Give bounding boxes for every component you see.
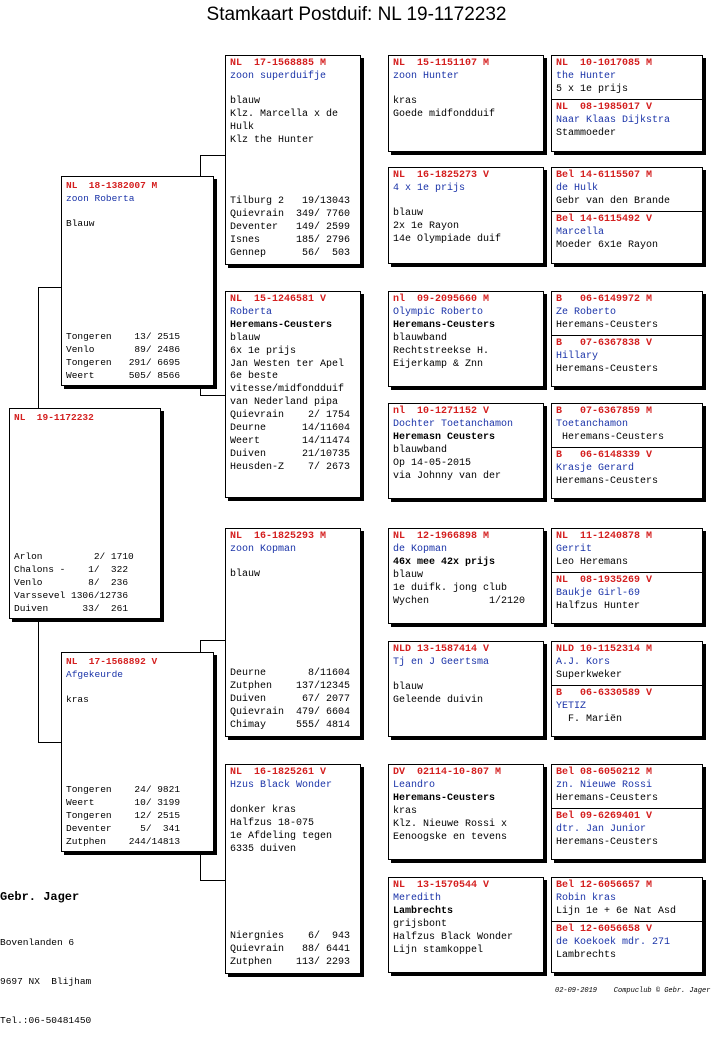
info-line: Halfzus Hunter [556, 600, 641, 612]
info-line: Klz. Marcella x de [230, 108, 339, 120]
connector-line [200, 155, 225, 156]
pigeon-name: zoon Hunter [393, 70, 460, 82]
pigeon-name: zoon superduifje [230, 70, 327, 82]
info-line: 1e duifk. jong club [393, 582, 508, 594]
ring-number: NL 15-1246581 V [230, 294, 327, 305]
grandmother-maternal-card [225, 764, 361, 974]
ring-number: NL 15-1151107 M [393, 58, 490, 69]
info-line: 6e beste [230, 371, 279, 383]
info-line: blauw [230, 332, 261, 344]
info-line: Heremans-Ceusters [556, 792, 659, 804]
info-line: Geleende duivin [393, 694, 484, 706]
result-line: Duiven 21/10735 [230, 448, 351, 460]
info-line: blauwband [393, 332, 448, 344]
info-line: kras [393, 805, 418, 817]
ring-number: NL 10-1017085 M [556, 58, 653, 69]
ancestor-card-mmf [388, 764, 544, 860]
info-line: Lijn stamkoppel [393, 944, 484, 956]
info-line: Superkweker [556, 669, 623, 681]
page-title: Stamkaart Postduif: NL 19-1172232 [206, 4, 507, 25]
info-line: grijsbont [393, 918, 448, 930]
owner-address: Bovenlanden 6 [0, 937, 75, 948]
pigeon-name: Leandro [393, 779, 436, 791]
result-line: Chalons - 1/ 322 [14, 564, 129, 575]
info-line: blauw [393, 681, 424, 693]
ring-number: NL 16-1825273 V [393, 170, 490, 181]
info-line: blauwband [393, 444, 448, 456]
result-line: Weert 505/ 8566 [66, 370, 181, 381]
result-line: Duiven 33/ 261 [14, 603, 129, 614]
pigeon-name: de Kopman [393, 543, 448, 555]
info-line: Heremans-Ceusters [556, 363, 659, 375]
pigeon-name: zoon Kopman [230, 543, 297, 555]
ancestor-pair-card [551, 291, 703, 387]
ancestor-card-fmf [388, 291, 544, 387]
ring-number: Bel 09-6269401 V [556, 810, 653, 822]
ancestor-card-mmm [388, 877, 544, 973]
info-line: 6335 duiven [230, 843, 297, 855]
ring-number: Bel 08-6050212 M [556, 767, 653, 778]
result-line: Weert 14/11474 [230, 435, 351, 447]
info-line: Rechtstreekse H. [393, 345, 490, 357]
result-line: Quievrain 88/ 6441 [230, 944, 351, 956]
pigeon-name: Tj en J Geertsma [393, 656, 490, 668]
info-line: van Nederland pipa [230, 397, 339, 409]
pigeon-name: Dochter Toetanchamon [393, 418, 514, 430]
grandmother-paternal-card [225, 291, 361, 498]
color-line: Blauw [66, 218, 95, 229]
info-line: blauw [393, 569, 424, 581]
ancestor-pair-card [551, 528, 703, 624]
breeder-line: Heremans-Ceusters [393, 319, 496, 331]
ring-number: B 07-6367859 M [556, 406, 653, 417]
grandfather-paternal-card [225, 55, 361, 265]
result-line: Quievrain 479/ 6604 [230, 707, 351, 719]
info-line: F. Mariën [556, 713, 623, 725]
breeder-line: 46x mee 42x prijs [393, 556, 496, 568]
result-line: Arlon 2/ 1710 [14, 551, 134, 562]
ring-number: B 06-6330589 V [556, 687, 653, 699]
info-line: 6x 1e prijs [230, 345, 297, 357]
info-line: Heremans-Ceusters [556, 319, 659, 331]
info-line: blauw [230, 568, 261, 580]
pigeon-name: YETIZ [556, 700, 587, 712]
pigeon-name: dtr. Jan Junior [556, 823, 647, 835]
pigeon-name: de Hulk [556, 182, 599, 194]
info-line: Halfzus 18-075 [230, 817, 315, 829]
result-line: Heusden-Z 7/ 2673 [230, 461, 351, 473]
ring-number: nl 10-1271152 V [393, 406, 490, 417]
info-line: 1e Afdeling tegen [230, 830, 333, 842]
result-line: Deventer 149/ 2599 [230, 222, 351, 234]
ring-number: Bel 12-6056657 M [556, 880, 653, 891]
result-line: Quievrain 2/ 1754 [230, 410, 351, 422]
ring-number: nl 09-2095660 M [393, 294, 490, 305]
ring-number: B 07-6367838 V [556, 337, 653, 349]
info-line: via Johnny van der [393, 470, 502, 482]
pigeon-name: Gerrit [556, 543, 593, 555]
owner-name: Gebr. Jager [0, 890, 80, 904]
ancestor-pair-card [551, 403, 703, 499]
result-line: Tongeren 12/ 2515 [66, 810, 181, 821]
print-stamp: 02-09-2019 Compuclub © Gebr. Jager [555, 987, 711, 995]
result-line: Deventer 5/ 341 [66, 823, 181, 834]
result-line: Tongeren 13/ 2515 [66, 331, 181, 342]
result-line: Weert 10/ 3199 [66, 797, 181, 808]
ancestor-pair-card [551, 877, 703, 973]
info-line: Goede midfondduif [393, 108, 496, 120]
subject-pigeon-card [9, 408, 161, 619]
info-line: blauw [393, 207, 424, 219]
result-line: Varssevel 1306/12736 [14, 590, 129, 601]
father-card [61, 176, 214, 386]
info-line: Lijn 1e + 6e Nat Asd [556, 905, 677, 917]
info-line: Heremans-Ceusters [556, 836, 659, 848]
subject-ring: NL 19-1172232 [14, 412, 94, 423]
owner-phone: Tel.:06-50481450 [0, 1015, 92, 1026]
ring-number: NL 08-1985017 V [556, 101, 653, 113]
info-line: kras [393, 95, 418, 107]
ancestor-pair-card [551, 641, 703, 737]
result-line: Zutphen 244/14813 [66, 836, 181, 847]
ring-number: Bel 12-6056658 V [556, 923, 653, 935]
info-line: Eenoogske en tevens [393, 831, 508, 843]
ring-number: NL 18-1382007 M [66, 180, 158, 191]
info-line: Gebr van den Brande [556, 195, 671, 207]
result-line: Gennep 56/ 503 [230, 248, 351, 260]
pigeon-name: Afgekeurde [66, 669, 124, 680]
result-line: Tilburg 2 19/13043 [230, 196, 351, 208]
info-line: 14e Olympiade duif [393, 233, 502, 245]
ring-number: NL 16-1825293 M [230, 531, 327, 542]
pigeon-name: Robin kras [556, 892, 617, 904]
info-line: Hulk [230, 121, 255, 133]
ring-number: NL 16-1825261 V [230, 767, 327, 778]
owner-city: 9697 NX Blijham [0, 976, 92, 987]
pigeon-name: Baukje Girl-69 [556, 587, 641, 599]
ring-number: NLD 10-1152314 M [556, 644, 653, 655]
pigeon-name: A.J. Kors [556, 656, 611, 668]
breeder-line: Heremasn Ceusters [393, 431, 496, 443]
pigeon-name: Toetanchamon [556, 418, 629, 430]
info-line: Klz. Nieuwe Rossi x [393, 818, 508, 830]
connector-line [200, 880, 225, 881]
result-line: Venlo 8/ 236 [14, 577, 129, 588]
ring-number: NL 11-1240878 M [556, 531, 653, 542]
info-line: Klz the Hunter [230, 134, 315, 146]
pigeon-name: Roberta [230, 306, 273, 318]
ring-number: NL 17-1568885 M [230, 58, 327, 69]
pigeon-name: Naar Klaas Dijkstra [556, 114, 671, 126]
pigeon-name: Meredith [393, 892, 442, 904]
ring-number: Bel 14-6115507 M [556, 170, 653, 181]
ring-number: Bel 14-6115492 V [556, 213, 653, 225]
info-line: blauw [230, 95, 261, 107]
result-line: Niergnies 6/ 943 [230, 931, 351, 943]
result-line: Duiven 67/ 2077 [230, 694, 351, 706]
mother-card [61, 652, 214, 852]
connector-line [200, 640, 225, 641]
ring-number: B 06-6148339 V [556, 449, 653, 461]
pigeon-name: zoon Roberta [66, 193, 135, 204]
info-line: Eijerkamp & Znn [393, 358, 484, 370]
owner-address-block [0, 910, 91, 1040]
info-line: Stammoeder [556, 127, 617, 139]
color-line: kras [66, 694, 89, 705]
info-line: vitesse/midfondduif [230, 384, 345, 396]
info-line: 2x 1e Rayon [393, 220, 460, 232]
ancestor-card-mff [388, 528, 544, 624]
info-line: Op 14-05-2015 [393, 457, 472, 469]
info-line: Heremans-Ceusters [556, 431, 665, 443]
result-line: Quievrain 349/ 7760 [230, 209, 351, 221]
pigeon-name: Hillary [556, 350, 599, 362]
pigeon-name: the Hunter [556, 70, 617, 82]
result-line: Venlo 89/ 2486 [66, 344, 181, 355]
ancestor-card-fmm [388, 403, 544, 499]
result-line: Deurne 8/11604 [230, 668, 351, 680]
breeder-line: Lambrechts [393, 905, 454, 917]
info-line: Heremans-Ceusters [556, 475, 659, 487]
ring-number: NLD 13-1587414 V [393, 644, 490, 655]
pigeon-name: Marcella [556, 226, 605, 238]
ancestor-pair-card [551, 55, 703, 152]
info-line: donker kras [230, 804, 297, 816]
pigeon-name: Olympic Roberto [393, 306, 484, 318]
connector-line [38, 742, 62, 743]
connector-line [200, 395, 225, 396]
info-line: Jan Westen ter Apel [230, 358, 345, 370]
ancestor-card-fff [388, 55, 544, 152]
ring-number: NL 08-1935269 V [556, 574, 653, 586]
result-line: Zutphen 113/ 2293 [230, 957, 351, 969]
pigeon-name: Hzus Black Wonder [230, 779, 333, 791]
ancestor-card-ffm [388, 167, 544, 264]
ring-number: NL 13-1570544 V [393, 880, 490, 891]
ring-number: B 06-6149972 M [556, 294, 653, 305]
ring-number: DV 02114-10-807 M [393, 767, 502, 778]
ancestor-card-mfm [388, 641, 544, 737]
info-line: 5 x 1e prijs [556, 83, 629, 95]
ancestor-pair-card [551, 764, 703, 860]
result-line: Zutphen 137/12345 [230, 681, 351, 693]
ring-number: NL 12-1966898 M [393, 531, 490, 542]
result-line: Tongeren 24/ 9821 [66, 784, 181, 795]
result-line: Deurne 14/11604 [230, 423, 351, 435]
pigeon-name: zn. Nieuwe Rossi [556, 779, 653, 791]
pigeon-name: de Koekoek mdr. 271 [556, 936, 671, 948]
info-line: Halfzus Black Wonder [393, 931, 514, 943]
ring-number: NL 17-1568892 V [66, 656, 158, 667]
info-line: Leo Heremans [556, 556, 629, 568]
ancestor-pair-card [551, 167, 703, 264]
result-line: Tongeren 291/ 6695 [66, 357, 181, 368]
result-line: Chimay 555/ 4814 [230, 720, 351, 732]
info-line: Wychen 1/2120 [393, 595, 526, 607]
info-line: Moeder 6x1e Rayon [556, 239, 659, 251]
connector-line [38, 287, 62, 288]
breeder-line: Heremans-Ceusters [230, 319, 333, 331]
result-line: Isnes 185/ 2796 [230, 235, 351, 247]
pigeon-name: Ze Roberto [556, 306, 617, 318]
info-line: Lambrechts [556, 949, 617, 961]
breeder-line: Heremans-Ceusters [393, 792, 496, 804]
grandfather-maternal-card [225, 528, 361, 737]
pigeon-name: 4 x 1e prijs [393, 182, 466, 194]
pigeon-name: Krasje Gerard [556, 462, 635, 474]
